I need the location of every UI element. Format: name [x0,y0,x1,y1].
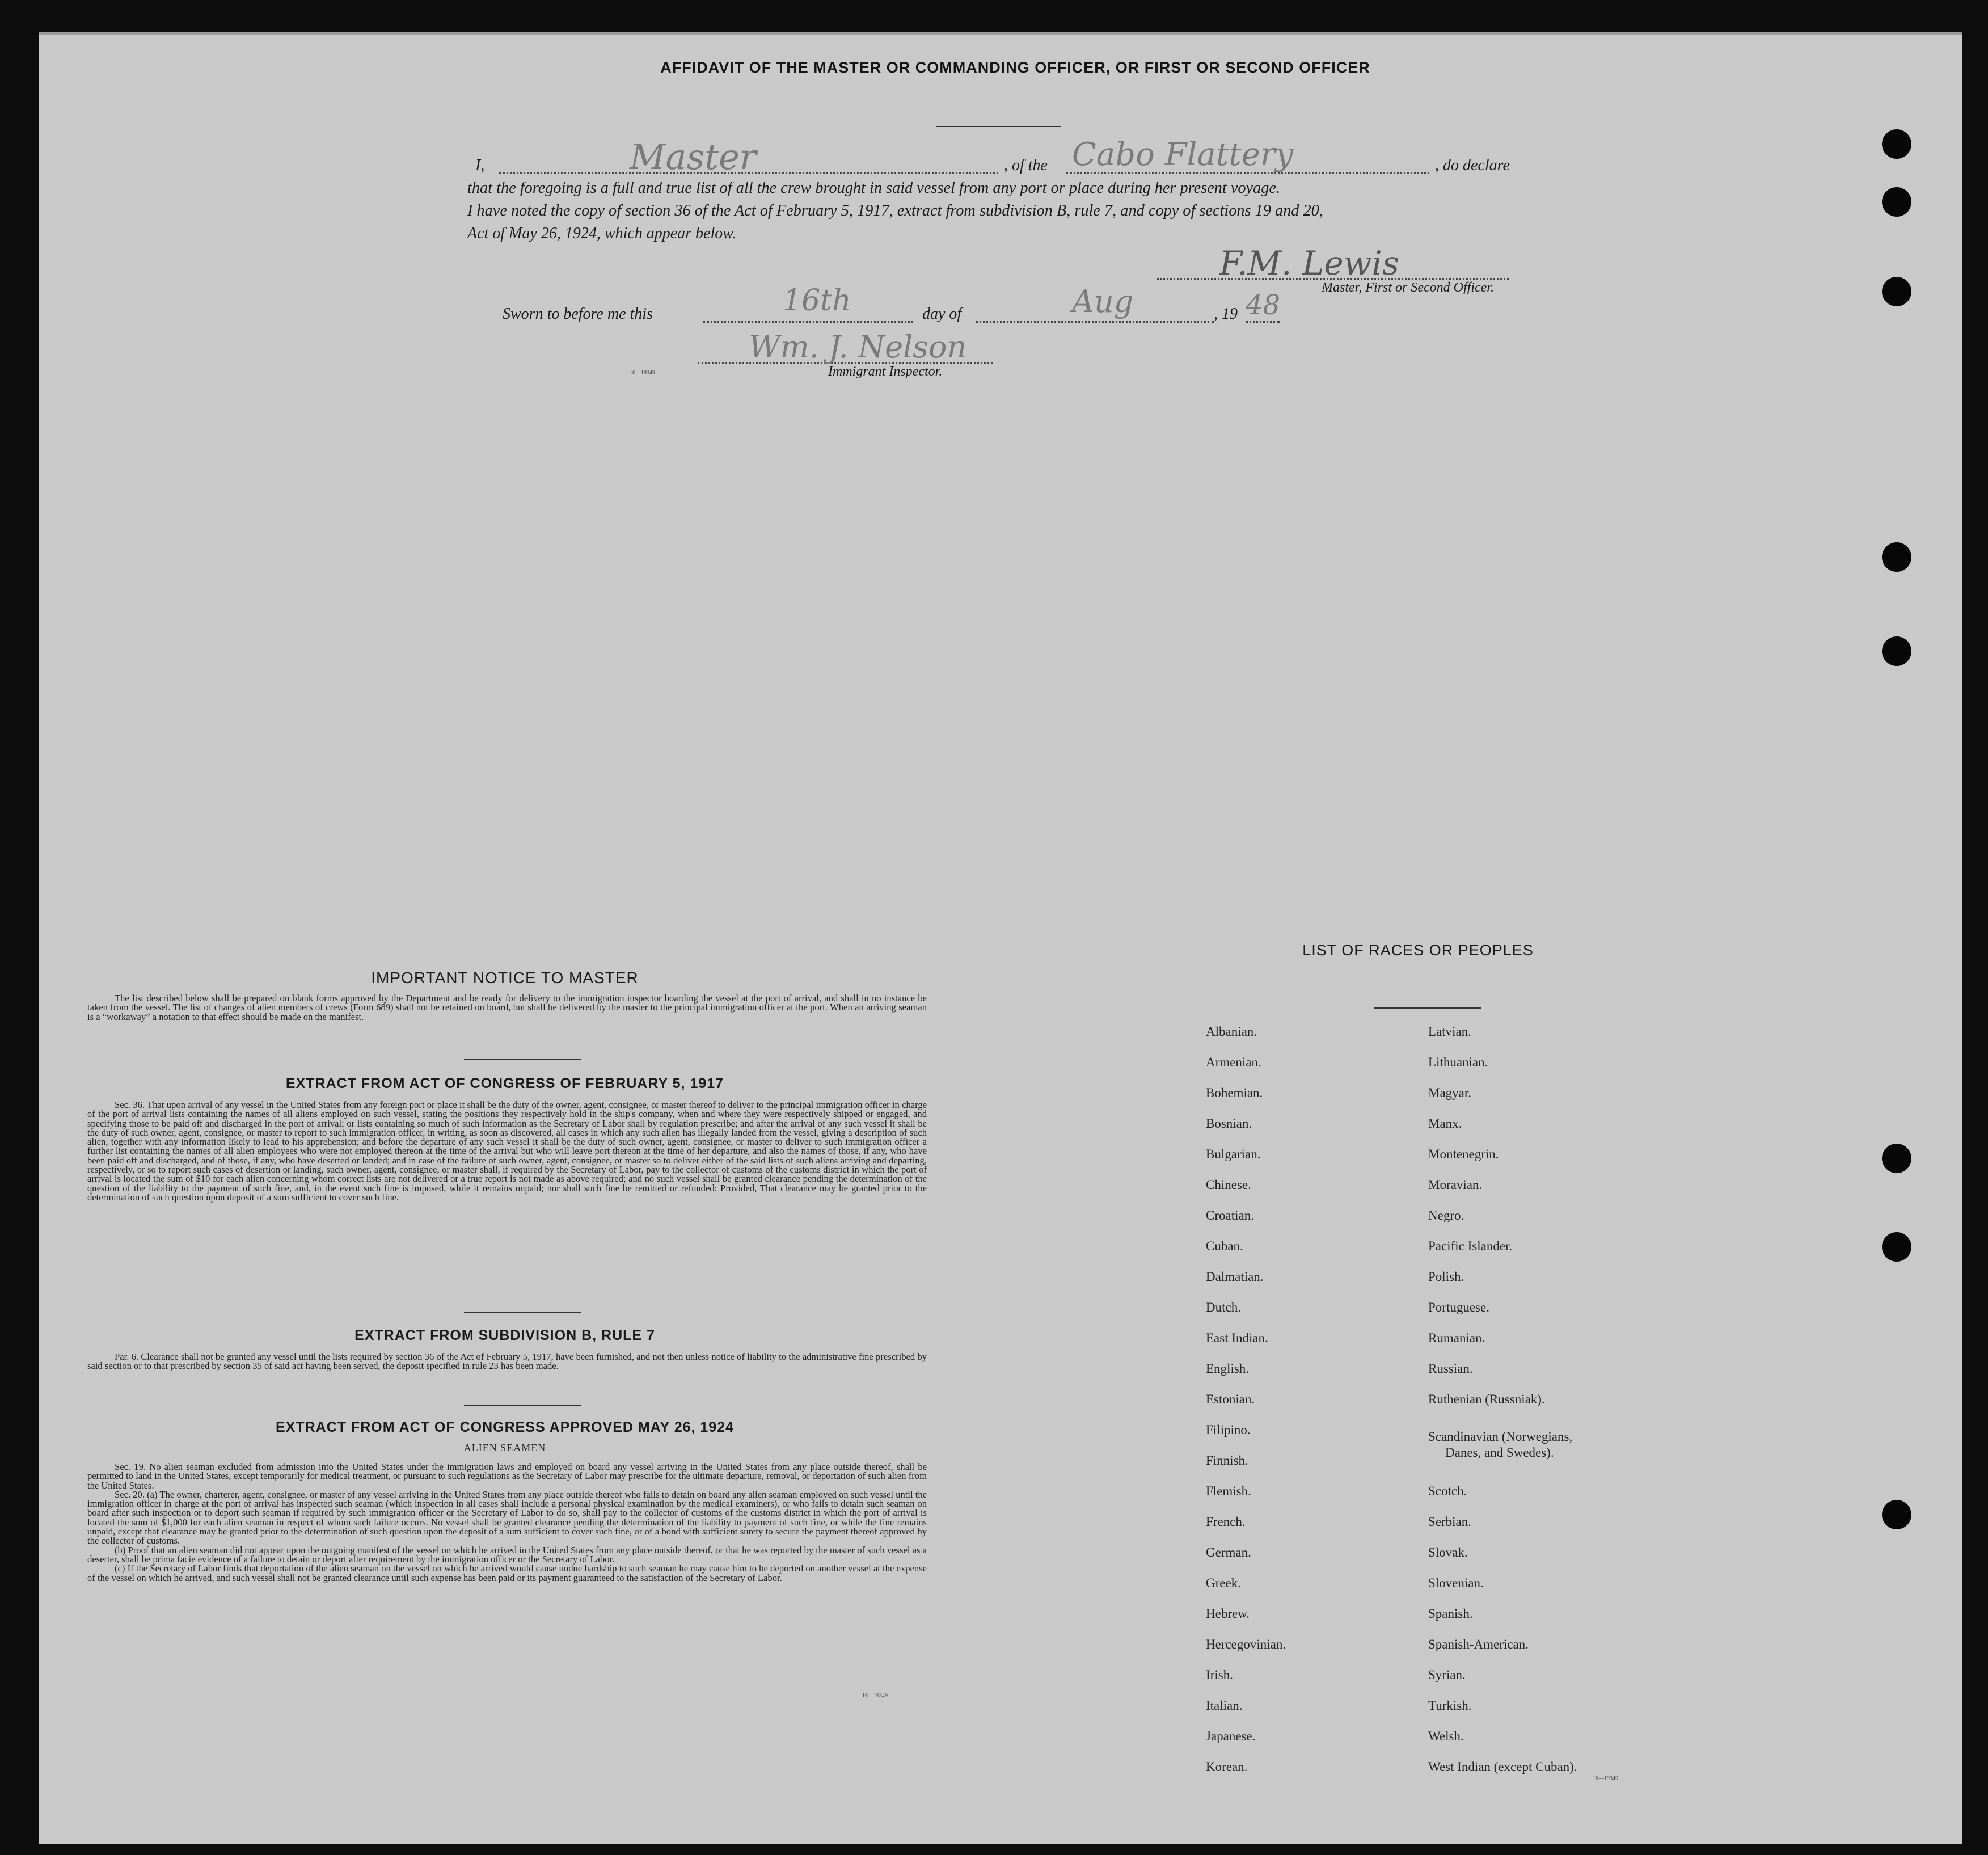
race-item: Spanish-American. [1428,1637,1529,1651]
sec-19-paragraph: Sec. 19. No alien seaman excluded from admission into the United States under the immigration laws and employed on board any vessel arriving in the United States from any place outside thereof, shall be permitted to land in the United States, except temporarily for medical treatment, or pursuant to such regulations as the Secretary of Labor may prescribe for the ultimate departure, removal, or deportation of such alien from the United States. [87,1461,927,1491]
races-title: LIST OF RACES OR PEOPLES [1302,942,1534,959]
race-item: Croatian. [1206,1208,1254,1222]
race-item: Greek. [1206,1576,1241,1590]
punch-hole [1882,636,1911,666]
race-item: Slovak. [1428,1545,1468,1559]
race-item: Russian. [1428,1361,1473,1376]
race-item: Estonian. [1206,1392,1255,1406]
form-number: 16—19349 [862,1693,888,1699]
race-item: Magyar. [1428,1086,1472,1100]
handwritten-vessel: Cabo Flattery [1072,136,1294,173]
race-item: French. [1206,1515,1246,1529]
handwritten-rank: Master [630,136,757,178]
race-item: Welsh. [1428,1729,1464,1743]
race-item: Montenegrin. [1428,1147,1499,1161]
sec-20c-paragraph: (c) If the Secretary of Labor finds that deportation of the alien seaman on the vessel on which he arrived would cause undue hardship to such seaman he may cause him to be deported on another vessel at the expense of the vessel on which he arrived, and such vessel shall not be granted clearance until such expense has been paid or its payment guaranteed to the satisfaction of the Secretary of Labor. [87,1563,927,1583]
handwritten-month: Aug [1072,284,1134,319]
race-item: Scotch. [1428,1484,1467,1498]
alien-seamen-subtitle: ALIEN SEAMEN [463,1442,546,1453]
handwritten-inspector: Wm. J. Nelson [749,329,967,365]
extract-1917-body: Sec. 36. That upon arrival of any vessel in the United States from any foreign port or place it shall be the duty of the owner, agent, consignee, or master thereof to deliver to the principal immigration officer in charge of the port of arrival lists containing the names of all aliens employed on such vessel, stating the positions they respectively hold in the ship's company, when and where they were respectively shipped or engaged, and specifying those to be paid off and discharged in the port of arrival; or lists containing so much of such information as the Secretary of Labor shall by regulation prescribe; and after the arrival of any such vessel it shall be the duty of such owner, agent, consignee, or master to report to such immigration officer, in writing, as soon as discovered, all cases in which any such alien has illegally landed from the vessel, giving a description of such alien, together with any information likely to lead to his apprehension; and before the departure of any such vessel it shall be the duty of such owner, agent, consignee, or master to deliver to such immigration officer a further list containing the names of all alien employees who were not employed thereon at the time of the arrival but who will leave port thereon at the time of her departure, and also the names of those, if any, who have been paid off and discharged, and of those, if any, who have deserted or landed; and in case of the failure of such owner, agent, consignee, or master so to deliver either of the said lists of such aliens arriving and departing, respectively, or so to report such cases of desertion or landing, such owner, agent, consignee, or master shall, if required by the Secretary of Labor, pay to the collector of customs of the customs district in which the port of arrival is located the sum of $10 for each alien concerning whom correct lists are not delivered or a true report is not made as above required; and no such vessel shall be granted clearance pending the determination of the question of the liability to the payment of such fine, and, in the event such fine is imposed, while it remains unpaid; nor shall such fine be remitted or refunded: Provided, That clearance may be granted prior to the determination of such question upon deposit of a sum sufficient to cover such fine. [87,1099,927,1203]
punch-hole [1882,277,1911,306]
race-item: Armenian. [1206,1055,1261,1069]
inspector-caption: Immigrant Inspector. [828,364,943,379]
signature-caption: Master, First or Second Officer. [1322,280,1494,295]
race-item: Scandinavian (Norwegians, [1428,1430,1573,1444]
race-item: Hebrew. [1206,1607,1250,1621]
race-item: Bulgarian. [1206,1147,1261,1161]
divider [464,1059,581,1060]
handwritten-year: 48 [1246,289,1281,321]
divider [464,1405,581,1406]
race-item: East Indian. [1206,1331,1268,1345]
race-item: Pacific Islander. [1428,1239,1513,1253]
race-item: Moravian. [1428,1178,1483,1192]
form-number: 16—19349 [1593,1776,1618,1782]
extract-1924-title: EXTRACT FROM ACT OF CONGRESS APPROVED MAY 26, 1924 [275,1419,735,1435]
handwritten-signature: F.M. Lewis [1219,244,1399,283]
race-item: Negro. [1428,1208,1464,1222]
affidavit-line-4: Act of May 26, 1924, which appear below. [467,225,736,242]
race-item: Cuban. [1206,1239,1243,1253]
race-item: Japanese. [1206,1729,1256,1743]
race-item: Polish. [1428,1270,1464,1284]
punch-hole [1882,1232,1911,1262]
race-item: Turkish. [1428,1698,1472,1713]
race-item: Manx. [1428,1116,1462,1131]
race-item: West Indian (except Cuban). [1428,1760,1577,1774]
race-item: German. [1206,1545,1251,1559]
race-item: Dutch. [1206,1300,1241,1314]
day-of-label: day of [922,305,962,323]
affidavit-i-label: I, [475,157,485,174]
notice-body: The list described below shall be prepared on blank forms approved by the Department and be ready for delivery to the immigration inspector boarding the vessel at the port of arrival, and shall in no instance be taken from the vessel. The list of changes of alien members of crews (Form 689) shall not be retained on board, but shall be delivered by the master to the principal immigration officer at the port. When an arriving seaman is a “workaway” a notation to that effect should be made on the manifest. [87,993,927,1022]
divider [464,1312,581,1313]
year-label: , 19 [1214,305,1238,323]
divider [936,126,1061,127]
race-item: Irish. [1206,1668,1233,1682]
extract-1917-title: EXTRACT FROM ACT OF CONGRESS OF FEBRUARY 5, 1917 [285,1076,724,1091]
declare-label: , do declare [1435,157,1510,174]
affidavit-line-3: I have noted the copy of section 36 of the Act of February 5, 1917, extract from subdivision B, rule 7, and copy of sections 19 and 20, [467,202,1323,220]
sec-20a-paragraph: Sec. 20. (a) The owner, charterer, agent, consignee, or master of any vessel arriving in the United States from any place outside thereof who fails to detain on board any alien seaman employed on such vessel until the immigration officer in charge at the port of arrival has inspected such seaman (which inspection in all cases shall include a personal physical examination by the medical examiners), or who fails to detain such seaman on board after such inspection or to deport such seaman if required by such immigration officer or the Secretary of Labor to do so, shall pay to the collector of customs of the customs district in which the port of arrival is located the sum of $1,000 for each alien seaman in respect of whom such failure occurs. No vessel shall be granted clearance pending the determination of the liability to payment of such fine, or while the fine remains unpaid, except that clearance may be granted prior to the determination of such question upon the deposit of a sum sufficient to cover such fine, or of a bond with sufficient surety to secure the payment thereof approved by the collector of customs. [87,1489,927,1546]
form-number: 16—19349 [630,370,655,376]
race-item: Bosnian. [1206,1116,1252,1131]
punch-hole [1882,129,1911,159]
race-item: Danes, and Swedes). [1445,1445,1554,1460]
race-item: Italian. [1206,1698,1243,1713]
race-item: Latvian. [1428,1025,1471,1039]
punch-hole [1882,1144,1911,1173]
extract-rule7-body: Par. 6. Clearance shall not be granted any vessel until the lists required by section 36 of the Act of February 5, 1917, have been furnished, and not then unless notice of liability to the administrative fine prescribed by said section or to that prescribed by section 35 of said act having been served, the deposit specified in rule 23 has been made. [87,1351,927,1372]
race-item: Filipino. [1206,1423,1251,1437]
race-item: Albanian. [1206,1025,1257,1039]
punch-hole [1882,1500,1911,1529]
race-item: Hercegovinian. [1206,1637,1286,1651]
extract-rule7-title: EXTRACT FROM SUBDIVISION B, RULE 7 [354,1327,655,1343]
extract-1924-body [87,1462,927,1583]
race-item: Chinese. [1206,1178,1251,1192]
sec-20b-paragraph: (b) Proof that an alien seaman did not appear upon the outgoing manifest of the vessel on which he arrived in the United States from any place outside thereof, or that he was reported by the master of such vessel as a deserter, shall be prima facie evidence of a failure to detain or deport after requirement by the immigration officer or the Secretary of Labor. [87,1544,927,1565]
race-item: Spanish. [1428,1607,1473,1621]
race-item: Slovenian. [1428,1576,1484,1590]
race-item: Serbian. [1428,1515,1472,1529]
race-item: Lithuanian. [1428,1055,1488,1069]
race-item: Finnish. [1206,1453,1248,1468]
affidavit-title: AFFIDAVIT OF THE MASTER OR COMMANDING OFFICER, OR FIRST OR SECOND OFFICER [660,59,1370,76]
race-item: Korean. [1206,1760,1248,1774]
handwritten-day: 16th [783,284,851,318]
day-line [703,321,913,323]
race-item: Ruthenian (Russniak). [1428,1392,1545,1406]
sworn-label: Sworn to before me this [503,305,653,323]
race-item: Flemish. [1206,1484,1251,1498]
punch-hole [1882,187,1911,217]
month-line [976,321,1214,323]
race-item: Dalmatian. [1206,1270,1264,1284]
notice-title: IMPORTANT NOTICE TO MASTER [371,969,639,986]
punch-hole [1882,542,1911,572]
race-item: Portuguese. [1428,1300,1489,1314]
race-item: Rumanian. [1428,1331,1485,1345]
race-item: English. [1206,1361,1250,1376]
race-item: Syrian. [1428,1668,1466,1682]
affidavit-line-2: that the foregoing is a full and true list of all the crew brought in said vessel from any port or place during her present voyage. [467,179,1281,197]
of-the-label: , of the [1004,157,1048,174]
race-item: Bohemian. [1206,1086,1263,1100]
year-line [1246,321,1280,323]
divider [1374,1007,1481,1009]
